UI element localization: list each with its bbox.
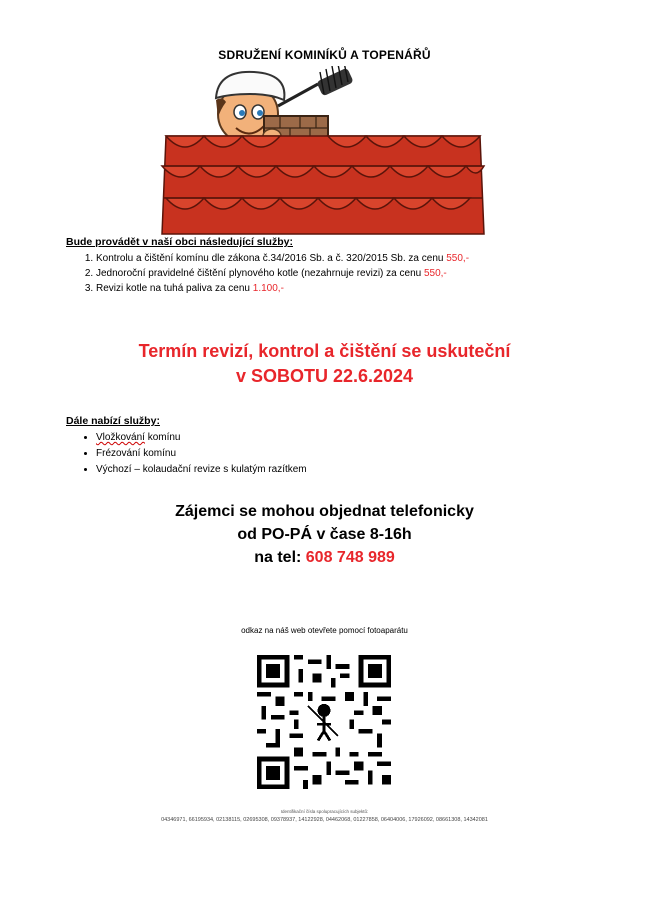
list-item: 2. Jednoroční pravidelné čištění plynového kotle (nezahrnuje revizi) za cenu 550,- [96, 266, 586, 281]
list-item: 1. Kontrolu a čištění komínu dle zákona č.34/2016 Sb. a č. 320/2015 Sb. za cenu 550,- [96, 251, 586, 266]
contact-section [0, 500, 649, 569]
contact-line: Zájemci se mohou objednat telefonicky [175, 503, 474, 520]
price: 1.100,- [252, 283, 284, 294]
announcement [0, 339, 649, 389]
footer-label: Identifikační čísla spolupracujících subjektů: [280, 809, 369, 814]
list-item: 3. Revizi kotle na tuhá paliva za cenu 1.100,- [96, 281, 586, 296]
services-heading: Bude provádět v naší obci následující služby: [66, 236, 293, 248]
more-services-heading: Dále nabízí služby: [66, 415, 160, 427]
announcement-date: v SOBOTU 22.6.2024 [235, 366, 414, 386]
chimney-sweep-illustration [160, 66, 490, 236]
qr-code[interactable] [257, 655, 391, 789]
sweep-brush [278, 66, 354, 106]
price: 550,- [423, 268, 447, 279]
footer-ids: 04346971, 66195934, 02138115, 02695308, 09378937, 14122928, 04462068, 01227858, 06404006, 17926092, 08661308, 14342081 [161, 817, 488, 823]
qr-note: odkaz na náš web otevřete pomocí fotoaparátu [241, 626, 408, 635]
page-title: SDRUŽENÍ KOMINÍKŮ A TOPENÁŘŮ [218, 48, 431, 62]
contact-phone-line: na tel: 608 748 989 [254, 549, 395, 566]
roof-tiles [162, 136, 484, 234]
services-section [66, 236, 586, 296]
services-list [66, 251, 586, 296]
contact-hours: od PO-PÁ v čase 8-16h [237, 526, 412, 543]
list-item: • Frézování komínu [96, 446, 586, 462]
price: 550,- [446, 253, 470, 264]
more-services-list [66, 430, 586, 478]
announcement-line: Termín revizí, kontrol a čištění se uskuteční [138, 341, 511, 361]
list-item: • Vložkování komínu [96, 430, 586, 446]
phone-number: 608 748 989 [305, 549, 395, 566]
more-services-section [66, 415, 586, 478]
list-item: • Výchozí – kolaudační revize s kulatým razítkem [96, 462, 586, 478]
